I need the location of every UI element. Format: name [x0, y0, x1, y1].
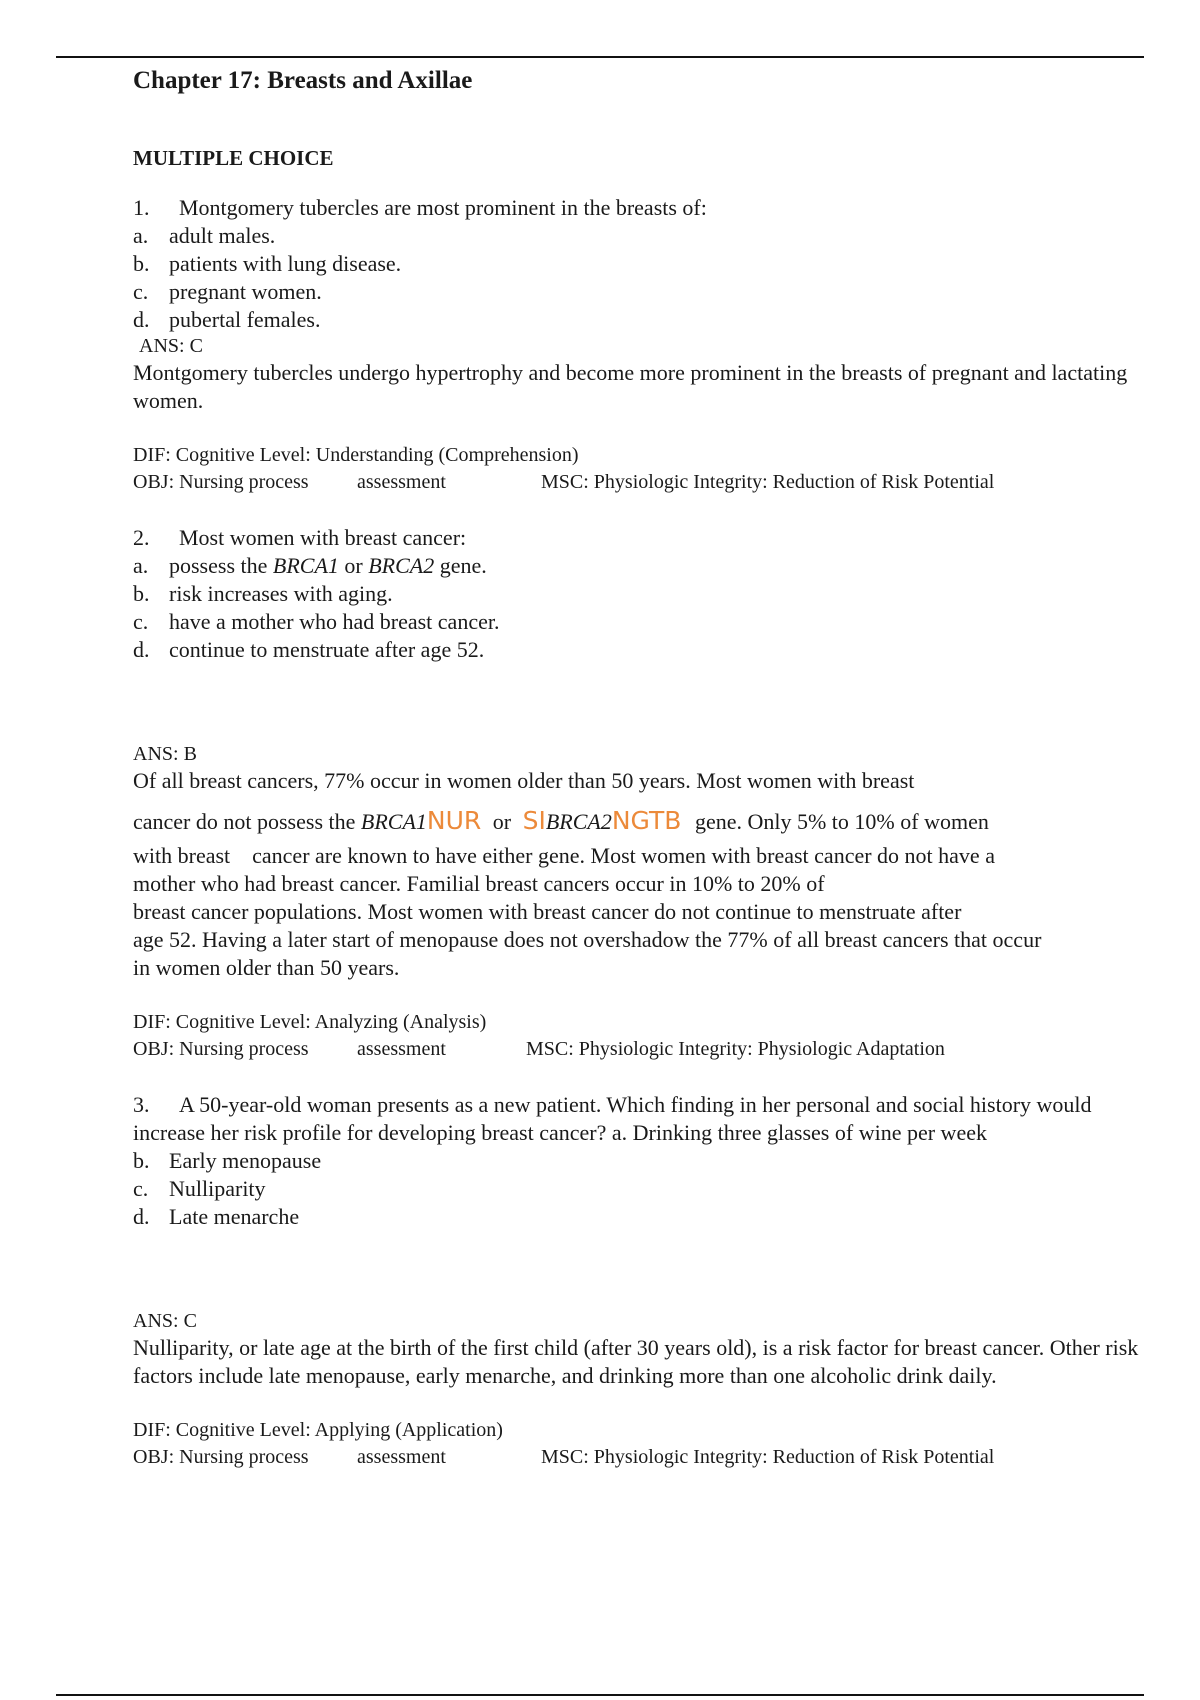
- bottom-rule: [56, 1694, 1144, 1696]
- option-text: possess the: [169, 553, 273, 578]
- gene-name: BRCA1: [272, 553, 339, 578]
- option-text: pubertal females.: [169, 307, 321, 332]
- rationale-line: [133, 803, 1143, 840]
- obj-value: assessment: [357, 471, 446, 493]
- option-text: Late menarche: [169, 1204, 300, 1229]
- answer-key: ANS: C: [139, 335, 203, 357]
- msc-text: MSC: Physiologic Integrity: Reduction of Risk Potential: [541, 1446, 995, 1468]
- option-c: [133, 278, 1143, 306]
- option-b: [133, 250, 1143, 278]
- rationale-text: cancer do not possess the: [133, 809, 361, 834]
- option-text: pregnant women.: [169, 279, 322, 304]
- gene-name: BRCA2: [368, 553, 435, 578]
- option-letter: a.: [133, 223, 149, 248]
- option-text: continue to menstruate after age 52.: [169, 637, 485, 662]
- option-text: have a mother who had breast cancer.: [169, 609, 500, 634]
- gene-name: BRCA2: [545, 809, 612, 834]
- option-letter: b.: [133, 251, 150, 276]
- option-text: Early menopause: [169, 1148, 322, 1173]
- option-d: [133, 306, 1143, 334]
- rationale-text: or: [487, 809, 517, 834]
- obj-label: OBJ: Nursing process: [133, 471, 309, 493]
- msc-text: MSC: Physiologic Integrity: Physiologic Adaptation: [526, 1038, 945, 1060]
- option-c: [133, 1175, 1143, 1203]
- obj-msc-line: [133, 1444, 1143, 1471]
- question-number: 2.: [133, 525, 150, 550]
- question-text: A 50-year-old woman presents as a new patient. Which finding in her personal and social history would increase her risk profile for developing breast cancer? a. Drinking three glasses of wine per week: [133, 1092, 1092, 1145]
- obj-value: assessment: [357, 1446, 446, 1468]
- question-stem: [133, 524, 1143, 552]
- rationale: [133, 767, 1143, 982]
- question-number: 1.: [133, 195, 150, 220]
- question-number: 3.: [133, 1092, 150, 1117]
- rationale-line: with breast cancer are known to have either gene. Most women with breast cancer do not have a: [133, 843, 995, 868]
- question-2: [133, 524, 1143, 1063]
- option-letter: a.: [133, 553, 149, 578]
- option-letter: b.: [133, 581, 150, 606]
- question-1: [133, 194, 1143, 496]
- chapter-title: Chapter 17: Breasts and Axillae: [133, 67, 473, 94]
- option-letter: d.: [133, 637, 150, 662]
- answer-key: ANS: C: [133, 1310, 197, 1332]
- option-text: patients with lung disease.: [169, 251, 402, 276]
- question-text: Most women with breast cancer:: [179, 525, 467, 550]
- rationale: Montgomery tubercles undergo hypertrophy and become more prominent in the breasts of pregnant and lactating women.: [133, 360, 1128, 413]
- rationale-line: age 52. Having a later start of menopause does not overshadow the 77% of all breast cancers that occur: [133, 927, 1042, 952]
- dif-line: DIF: Cognitive Level: Analyzing (Analysis): [133, 1011, 487, 1033]
- question-stem: [133, 1091, 1143, 1147]
- rationale-line: in women older than 50 years.: [133, 955, 400, 980]
- watermark-text: SI: [522, 806, 546, 835]
- rationale-text: gene. Only 5% to 10% of women: [689, 809, 989, 834]
- option-letter: d.: [133, 1204, 150, 1229]
- question-text: Montgomery tubercles are most prominent in the breasts of:: [179, 195, 707, 220]
- option-text: gene.: [434, 553, 487, 578]
- rationale-line: breast cancer populations. Most women with breast cancer do not continue to menstruate after: [133, 899, 962, 924]
- gene-name: BRCA1: [360, 809, 427, 834]
- option-text: adult males.: [169, 223, 276, 248]
- option-d: [133, 1203, 1143, 1231]
- option-letter: b.: [133, 1148, 150, 1173]
- question-3: [133, 1091, 1143, 1471]
- option-a: [133, 222, 1143, 250]
- rationale: Nulliparity, or late age at the birth of the first child (after 30 years old), is a risk factor for breast cancer. Other risk factors include late menopause, early menarche, and drinking more than one alcoholic drink daily.: [133, 1335, 1139, 1388]
- obj-msc-line: [133, 469, 1143, 496]
- option-b: [133, 580, 1143, 608]
- obj-label: OBJ: Nursing process: [133, 1038, 309, 1060]
- obj-msc-line: [133, 1036, 1143, 1063]
- option-letter: c.: [133, 279, 149, 304]
- option-letter: c.: [133, 609, 149, 634]
- msc-text: MSC: Physiologic Integrity: Reduction of Risk Potential: [541, 471, 995, 493]
- rationale-line: Of all breast cancers, 77% occur in women older than 50 years. Most women with breast: [133, 768, 915, 793]
- section-heading: MULTIPLE CHOICE: [133, 146, 334, 170]
- watermark-text: NUR: [426, 806, 482, 835]
- option-b: [133, 1147, 1143, 1175]
- option-c: [133, 608, 1143, 636]
- option-text: or: [338, 553, 369, 578]
- top-rule: [56, 56, 1144, 58]
- rationale-line: mother who had breast cancer. Familial breast cancers occur in 10% to 20% of: [133, 871, 825, 896]
- option-d: [133, 636, 1143, 664]
- option-text: Nulliparity: [169, 1176, 266, 1201]
- obj-value: assessment: [357, 1038, 446, 1060]
- option-letter: d.: [133, 307, 150, 332]
- document-page: [133, 64, 1143, 1471]
- question-stem: [133, 194, 1143, 222]
- obj-label: OBJ: Nursing process: [133, 1446, 309, 1468]
- option-letter: c.: [133, 1176, 149, 1201]
- dif-line: DIF: Cognitive Level: Applying (Application): [133, 1419, 503, 1441]
- watermark-text: NGTB: [611, 806, 682, 835]
- dif-line: DIF: Cognitive Level: Understanding (Comprehension): [133, 444, 579, 466]
- answer-key: ANS: B: [133, 743, 197, 765]
- option-a: [133, 552, 1143, 580]
- option-text: risk increases with aging.: [169, 581, 393, 606]
